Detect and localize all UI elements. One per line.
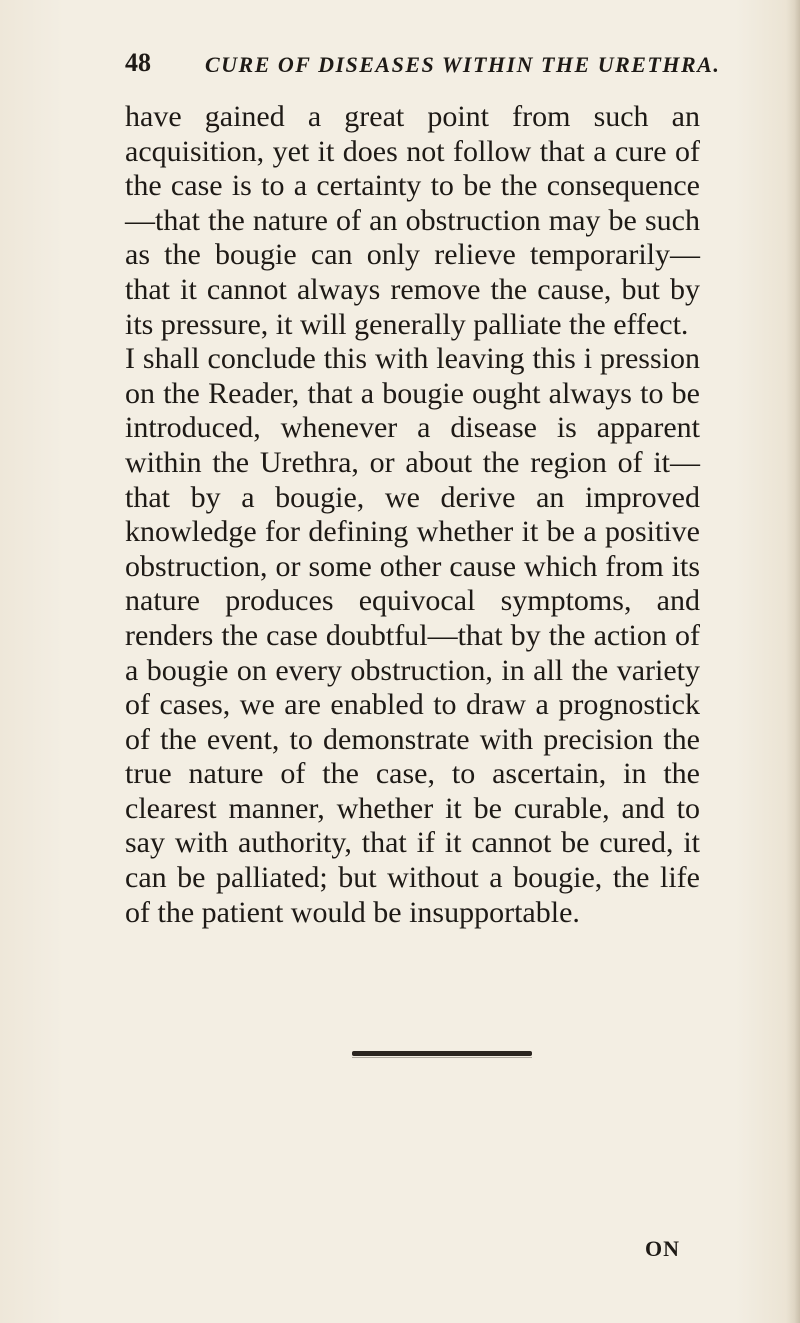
paragraph: I shall conclude this with leaving this i pression on the Reader, that a bougie ought always to be introduced, whenever a disease is apparent within the Urethra, or about the region of it—that by a bougie, we derive an improved knowledge for defining whether it be a positive obstruction, or some other cause which from its nature produces equivocal symptoms, and renders the case doubtful—that by the action of a bougie on every obstruction, in all the variety of cases, we are enabled to draw a prognostick of the event, to demonstrate with precision the true nature of the case, to ascertain, in the clearest manner, whether it be curable, and to say with authority, that if it cannot be cured, it can be palliated; but without a bougie, the life of the patient would be insupportable. xyxy=(125,342,700,929)
paragraph: have gained a great point from such an acquisition, yet it does not follow that a cure of the case is to a certainty to be the consequence—that the nature of an obstruction may be such as the bougie can only relieve temporarily—that it cannot always remove the cause, but by its pressure, it will generally palliate the effect. xyxy=(125,100,700,341)
section-divider-rule xyxy=(352,1051,532,1056)
page-number: 48 xyxy=(125,48,151,77)
page-edge-shadow xyxy=(786,0,800,1323)
page-header xyxy=(125,44,745,84)
catchword: ON xyxy=(645,1236,680,1261)
body-text xyxy=(125,100,700,930)
running-head: CURE OF DISEASES WITHIN THE URETHRA. xyxy=(205,52,721,77)
